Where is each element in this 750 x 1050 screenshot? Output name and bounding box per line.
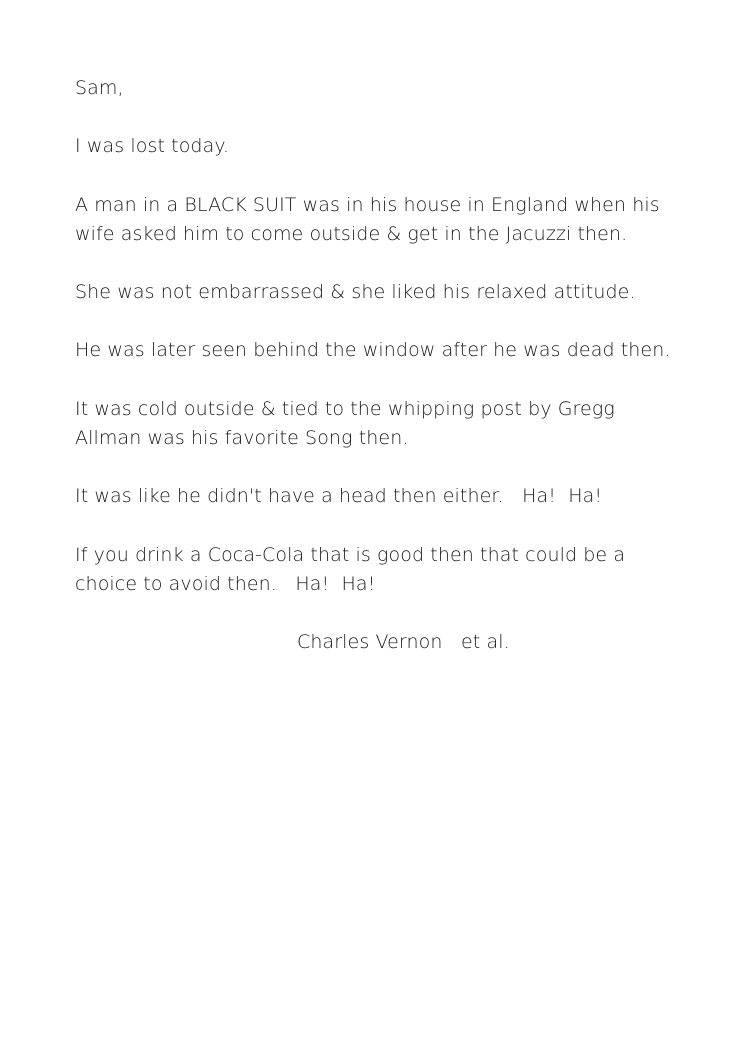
paragraph-6: It was like he didn't have a head then either. Ha! Ha!: [75, 485, 603, 507]
paragraph-5-line-1: It was cold outside & tied to the whipping post by Gregg: [75, 398, 615, 420]
paragraph-4: He was later seen behind the window after he was dead then.: [75, 339, 671, 361]
paragraph-1: I was lost today.: [75, 135, 230, 157]
paragraph-2-line-1: A man in a BLACK SUIT was in his house in England when his: [75, 194, 660, 216]
paragraph-7-line-2: choice to avoid then. Ha! Ha!: [75, 573, 376, 595]
signature-suffix: et al.: [461, 631, 510, 653]
salutation: Sam,: [75, 77, 124, 99]
signature-name: Charles Vernon: [297, 631, 443, 653]
paragraph-7-line-1: If you drink a Coca-Cola that is good then that could be a: [75, 544, 626, 566]
paragraph-2-line-2: wife asked him to come outside & get in the Jacuzzi then.: [75, 223, 628, 245]
paragraph-3: She was not embarrassed & she liked his relaxed attitude.: [75, 281, 636, 303]
paragraph-5-line-2: Allman was his favorite Song then.: [75, 427, 409, 449]
